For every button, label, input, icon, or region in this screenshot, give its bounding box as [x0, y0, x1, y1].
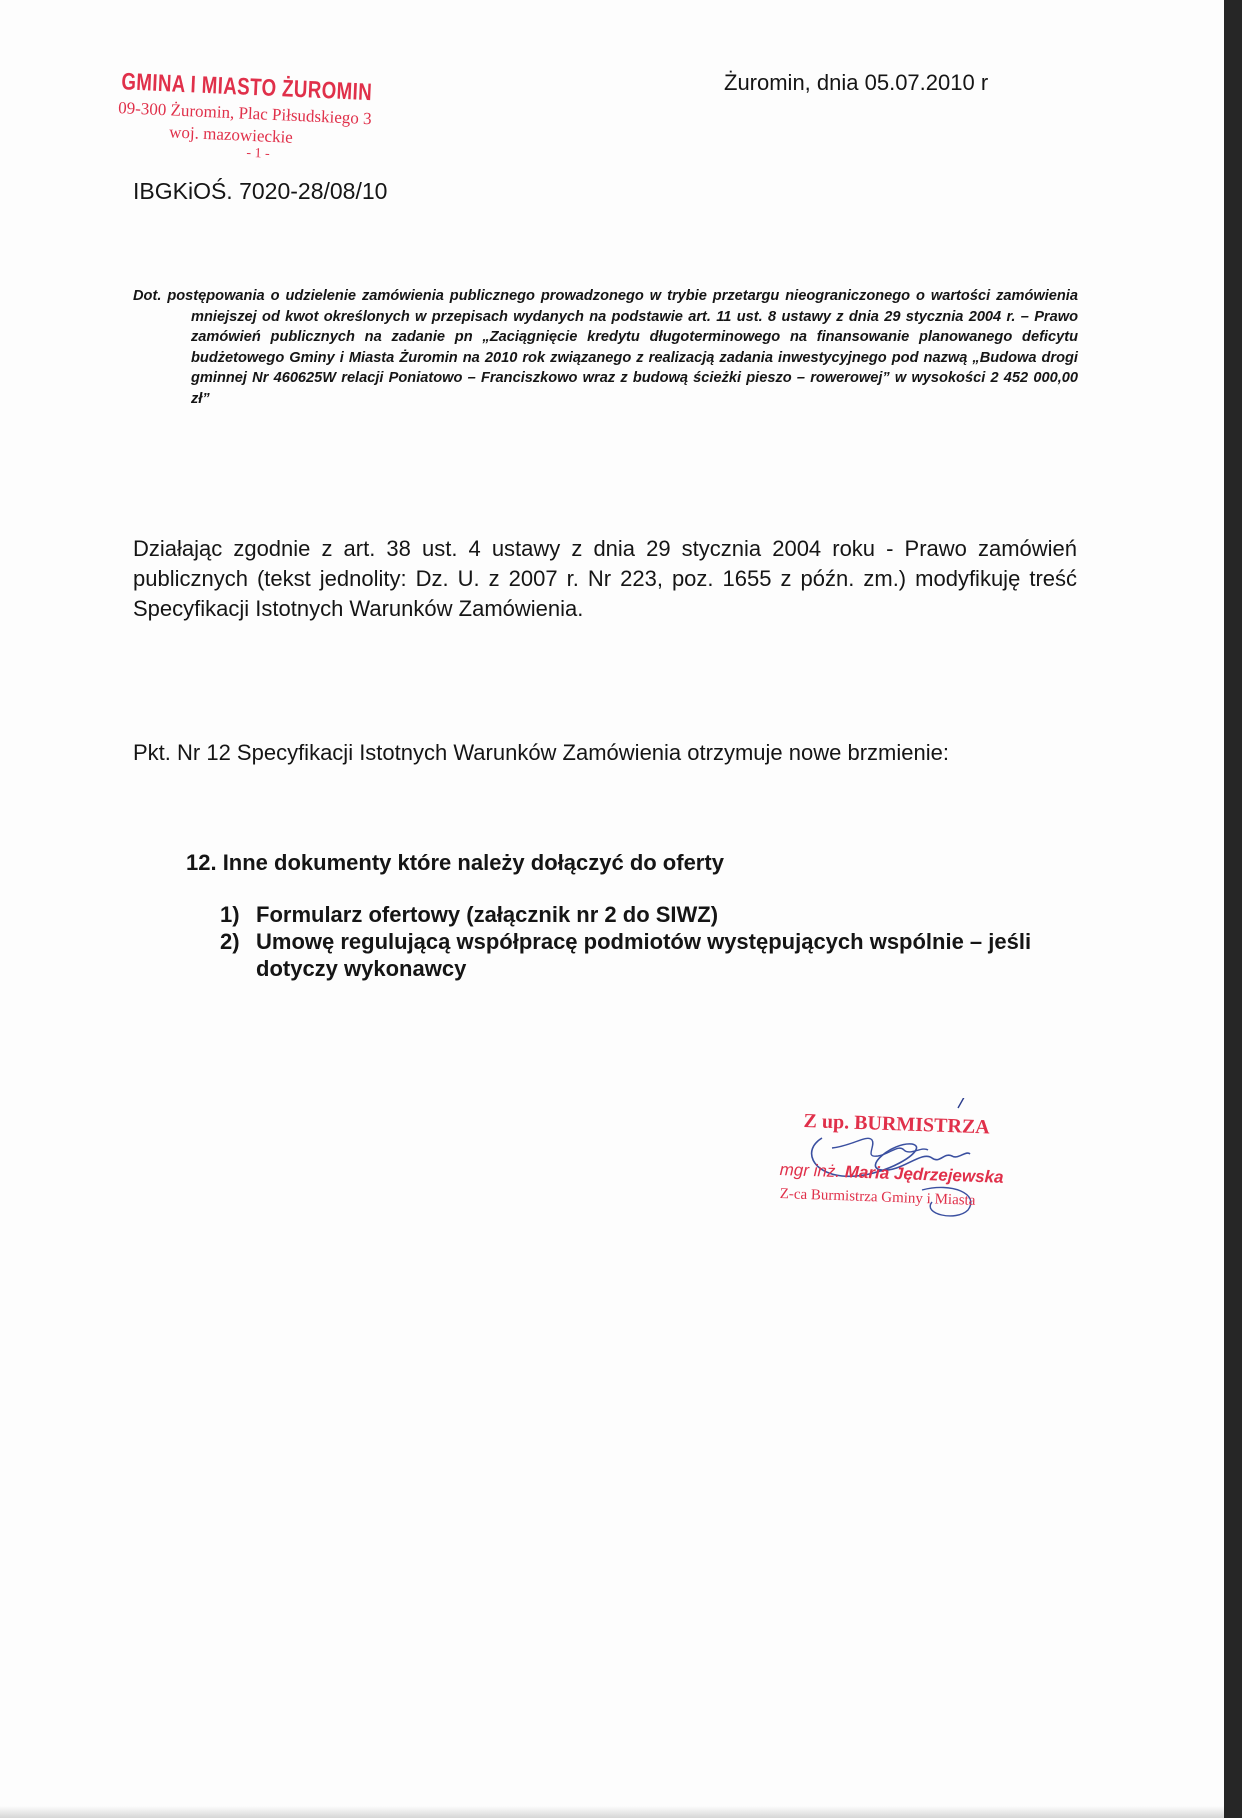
signatory-title: mgr inż. [779, 1160, 841, 1182]
stamp-title: GMINA I MIASTO ŻUROMIN [120, 68, 373, 107]
body-paragraph-modification: Pkt. Nr 12 Specyfikacji Istotnych Warunków Zamówienia otrzymuje nowe brzmienie: [133, 740, 949, 765]
list-item [220, 901, 1080, 928]
list-item-number: 1) [220, 902, 240, 927]
municipality-stamp [111, 68, 415, 187]
signature-heading: Z up. BURMISTRZA [803, 1110, 991, 1139]
list-item-text: Formularz ofertowy (załącznik nr 2 do SIWZ) [256, 902, 719, 927]
scan-edge [1224, 0, 1242, 1818]
stamp-mark: - 1 - [246, 145, 271, 162]
stamp-address: 09-300 Żuromin, Plac Piłsudskiego 3 [117, 98, 373, 129]
signatory-fullname: Maria Jędrzejewska [844, 1162, 1004, 1187]
document-date: Żuromin, dnia 05.07.2010 r [724, 70, 989, 95]
body-paragraph: Działając zgodnie z art. 38 ust. 4 ustawy z dnia 29 stycznia 2004 roku - Prawo zamówień publicznych (tekst jednolity: Dz. U. z 2007 r. Nr 223, poz. 1655 z późn. zm.) modyfikuję treść Specyfikacji Istotnych Warunków Zamówienia. [133, 536, 1077, 621]
subject-text: postępowania o udzielenie zamówienia publicznego prowadzonego w trybie przetargu nieograniczonego o wartości zamówienia mniejszej od kwot określonych w przepisach wydanych na podstawie art. 11 ust. 8 ustawy z dnia 29 stycznia 2004 r. – Prawo zamówień publicznych na zadanie pn „Zaciągnięcie kredytu długoterminowego na finansowanie planowanego deficytu budżetowego Gminy i Miasta Żuromin na 2010 rok związanego z realizacją zadania inwestycyjnego pod nazwą „Budowa drogi gminnej Nr 460625W relacji Poniatowo – Franciszkowo wraz z budową ścieżki pieszo – rowerowej” w wysokości 2 452 000,00 zł” [167, 288, 1078, 407]
page-bottom-edge [0, 1806, 1224, 1818]
stamp-region: woj. mazowieckie [168, 122, 294, 147]
document-list [220, 901, 1080, 982]
subject-label: Dot. [133, 288, 162, 304]
signature-stamp [772, 1098, 1072, 1228]
signatory-role: Z-ca Burmistrza Gminy i Miasta [779, 1186, 976, 1209]
section-heading: 12. Inne dokumenty które należy dołączyć do oferty [186, 850, 724, 875]
list-item [220, 928, 1080, 982]
reference-number: IBGKiOŚ. 7020-28/08/10 [133, 178, 388, 204]
subject-block [133, 286, 1078, 409]
list-item-number: 2) [220, 929, 240, 954]
list-item-text: Umowę regulującą współpracę podmiotów występujących wspólnie – jeśli dotyczy wykonawcy [256, 929, 1032, 981]
